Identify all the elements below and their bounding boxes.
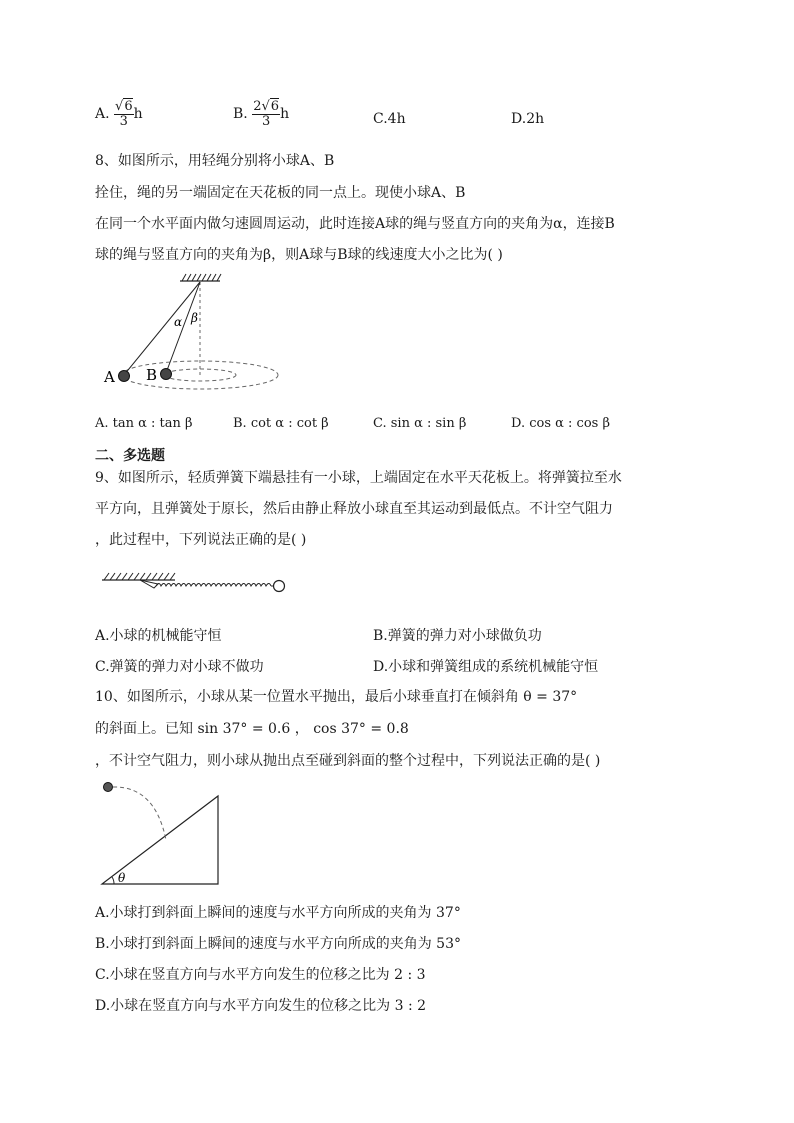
q10-option-a: A.小球打到斜面上瞬间的速度与水平方向所成的夹角为 37° [95, 905, 461, 921]
section-title: 二、多选题 [95, 448, 165, 464]
q8-option-d: D. cos α : cos β [511, 416, 610, 431]
q9-line-1: 9、如图所示，轻质弹簧下端悬挂有一小球，上端固定在水平天花板上。将弹簧拉至水 [95, 470, 622, 486]
fraction: $\frac{√6}{3}$ [115, 99, 133, 129]
q9-line-3: ，此过程中，下列说法正确的是( ) [95, 532, 307, 548]
option-letter: C. [373, 111, 388, 127]
alpha-symbol: α [174, 315, 183, 329]
q9-line-2: 平方向，且弹簧处于原长，然后由静止释放小球直至其运动到最低点。不计空气阻力 [95, 501, 613, 517]
theta-symbol: θ [118, 871, 126, 885]
radicand: 6 [124, 99, 133, 114]
q9-option-d: D.小球和弹簧组成的系统机械能守恒 [373, 659, 599, 675]
q9-option-c: C.弹簧的弹力对小球不做功 [95, 659, 264, 675]
label-b: B [146, 366, 158, 384]
suffix: h [133, 106, 143, 123]
q8-line-3: 在同一个水平面内做匀速圆周运动，此时连接A球的绳与竖直方向的夹角为α，连接B [95, 216, 615, 232]
q9-spring-figure [100, 570, 290, 600]
fraction: $\frac{2√6}{3}$ [253, 99, 280, 129]
option-letter: B. [233, 106, 248, 123]
q10-option-d: D.小球在竖直方向与水平方向发生的位移之比为 3 : 2 [95, 998, 427, 1014]
q7-option-b [233, 100, 289, 128]
q8-option-a: A. tan α : tan β [95, 416, 193, 431]
q10-line-2: 的斜面上。已知 sin 37° = 0.6 ， cos 37° = 0.8 [95, 721, 409, 737]
q8-figure [100, 274, 300, 394]
q10-line-1: 10、如图所示，小球从某一位置水平抛出，最后小球垂直打在倾斜角 θ = 37° [95, 689, 578, 705]
q7-option-d [511, 111, 544, 127]
q7-option-c [373, 111, 406, 127]
q8-option-c: C. sin α : sin β [373, 416, 467, 431]
radicand: 6 [270, 99, 280, 114]
beta-symbol: β [191, 311, 198, 325]
suffix: h [280, 106, 290, 123]
option-text: 2h [526, 111, 545, 127]
option-text: 4h [387, 111, 406, 127]
q8-line-4: 球的绳与竖直方向的夹角为β，则A球与B球的线速度大小之比为( ) [95, 247, 503, 263]
option-letter: A. [95, 106, 110, 123]
q9-option-a: A.小球的机械能守恒 [95, 628, 222, 644]
coef: 2 [253, 99, 262, 114]
q10-incline-figure [100, 780, 225, 890]
option-letter: D. [511, 111, 527, 127]
q8-option-b: B. cot α : cot β [233, 416, 329, 431]
q8-line-2: 拴住，绳的另一端固定在天花板的同一点上。现使小球A、B [95, 185, 466, 201]
q9-option-b: B.弹簧的弹力对小球做负功 [373, 628, 542, 644]
denominator: 3 [261, 113, 271, 129]
label-a: A [104, 368, 115, 386]
q10-option-b: B.小球打到斜面上瞬间的速度与水平方向所成的夹角为 53° [95, 936, 462, 952]
q10-option-c: C.小球在竖直方向与水平方向发生的位移之比为 2 : 3 [95, 967, 426, 983]
q10-line-3: ，不计空气阻力，则小球从抛出点至碰到斜面的整个过程中，下列说法正确的是( ) [95, 753, 601, 769]
q7-option-a [95, 100, 143, 128]
q8-line-1: 8、如图所示，用轻绳分别将小球A、B [95, 153, 335, 169]
denominator: 3 [119, 113, 128, 129]
